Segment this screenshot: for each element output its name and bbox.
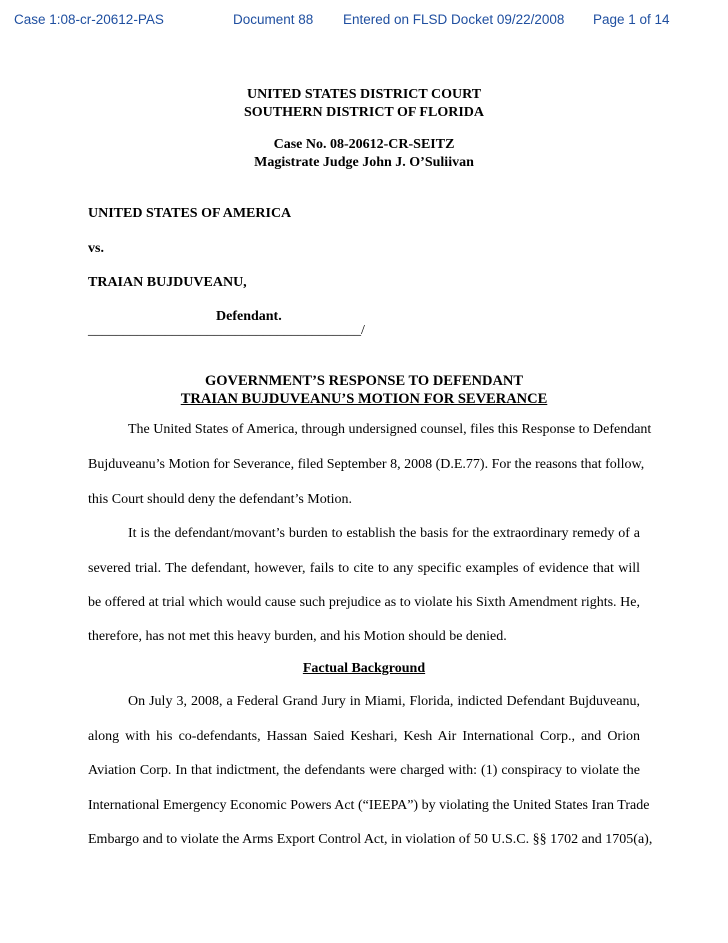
paragraph-line: The United States of America, through undersigned counsel, files this Response to Defendant [128,422,652,437]
document-title-line2 [0,390,728,408]
paragraph-line: It is the defendant/movant’s burden to establish the basis for the extraordinary remedy of a [128,526,640,541]
paragraph-line: Embargo and to violate the Arms Export Control Act, in violation of 50 U.S.C. §§ 1702 and 1705(a), [88,832,653,847]
paragraph-line: severed trial. The defendant, however, fails to cite to any specific examples of evidence that will [88,561,640,576]
document-title-line2-text: TRAIAN BUJDUVEANU’S MOTION FOR SEVERANCE [180,391,548,407]
court-district: SOUTHERN DISTRICT OF FLORIDA [244,105,484,120]
docket-case-number: Case 1:08-cr-20612-PAS [14,12,164,27]
paragraph-line: therefore, has not met this heavy burden, and his Motion should be denied. [88,629,507,644]
case-number: Case No. 08-20612-CR-SEITZ [273,137,455,152]
plaintiff-name: UNITED STATES OF AMERICA [88,206,292,221]
paragraph-line: be offered at trial which would cause such prejudice as to violate his Sixth Amendment rights. He, [88,595,640,610]
caption-rule: _______________________________________/ [88,323,365,338]
paragraph-line: Aviation Corp. In that indictment, the defendants were charged with: (1) conspiracy to violate the [88,763,640,778]
paragraph-line: Bujduveanu’s Motion for Severance, filed September 8, 2008 (D.E.77). For the reasons that follow, [88,457,645,472]
docket-document: Document 88 [233,12,314,27]
docket-page: Page 1 of 14 [593,12,670,27]
versus: vs. [88,241,104,256]
paragraph-line: On July 3, 2008, a Federal Grand Jury in Miami, Florida, indicted Defendant Bujduveanu, [128,694,640,709]
defendant-label: Defendant. [216,309,282,324]
defendant-name: TRAIAN BUJDUVEANU, [88,275,247,290]
paragraph-line: this Court should deny the defendant’s Motion. [88,492,353,507]
court-name: UNITED STATES DISTRICT COURT [246,87,482,102]
docket-entered: Entered on FLSD Docket 09/22/2008 [343,12,565,27]
paragraph-line: along with his co-defendants, Hassan Saied Keshari, Kesh Air International Corp., and Orion [88,729,640,744]
paragraph-line: International Emergency Economic Powers Act (“IEEPA”) by violating the United States Iran Trade [88,798,650,813]
magistrate-judge: Magistrate Judge John J. O’Suliivan [254,155,474,170]
document-title-line1: GOVERNMENT’S RESPONSE TO DEFENDANT [204,373,524,389]
section-heading: Factual Background [302,661,426,676]
